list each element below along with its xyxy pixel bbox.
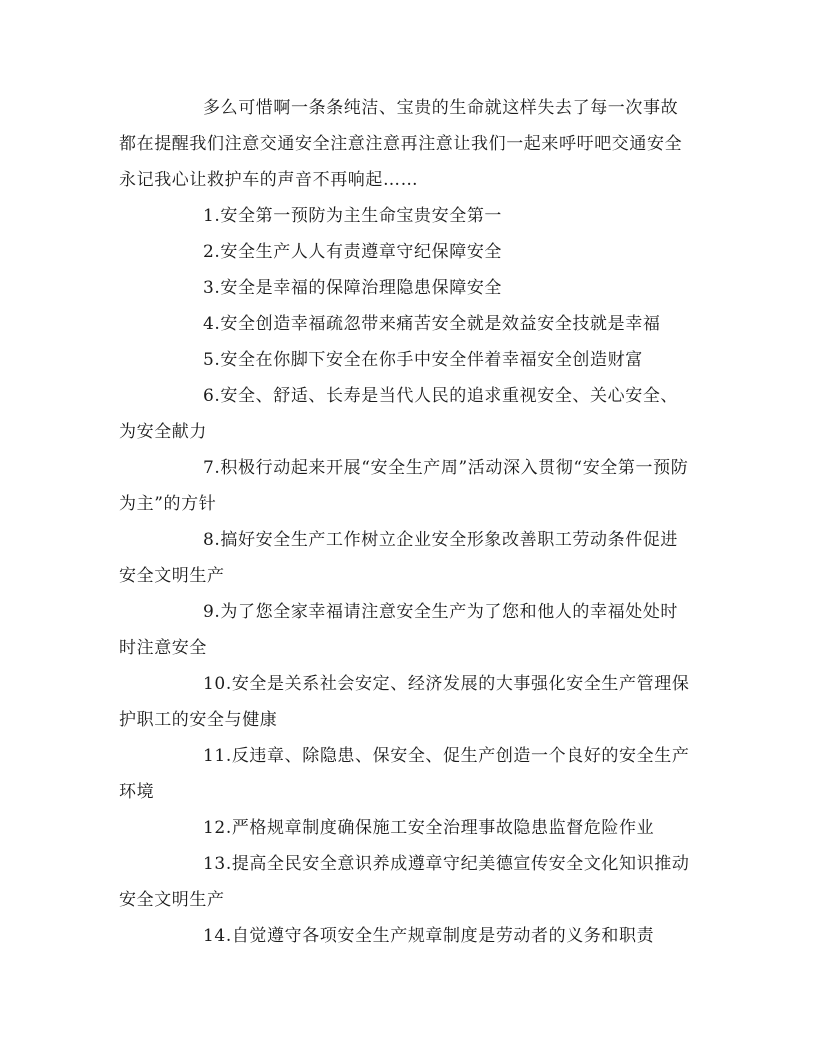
slogan-12: 12.严格规章制度确保施工安全治理事故隐患监督危险作业 [203,818,655,838]
slogan-6: 6.安全、舒适、长寿是当代人民的追求重视安全、关心安全、为安全献力 [119,386,679,442]
slogan-14: 14.自觉遵守各项安全生产规章制度是劳动者的义务和职责 [203,926,655,946]
slogan-5: 5.安全在你脚下安全在你手中安全伴着幸福安全创造财富 [203,350,643,370]
slogan-9: 9.为了您全家幸福请注意安全生产为了您和他人的幸福处处时时注意安全 [119,602,679,658]
slogan-11: 11.反违章、除隐患、保安全、促生产创造一个良好的安全生产环境 [119,746,690,802]
slogan-7: 7.积极行动起来开展“安全生产周”活动深入贯彻“安全第一预防为主”的方针 [119,458,689,514]
intro-paragraph: 多么可惜啊一条条纯洁、宝贵的生命就这样失去了每一次事故都在提醒我们注意交通安全注意注意再注意让我们一起来呼吁吧交通安全永记我心让救护车的声音不再响起…… [119,98,683,190]
slogan-13: 13.提高全民安全意识养成遵章守纪美德宣传安全文化知识推动安全文明生产 [119,854,690,910]
slogan-8: 8.搞好安全生产工作树立企业安全形象改善职工劳动条件促进安全文明生产 [119,530,679,586]
slogan-2: 2.安全生产人人有责遵章守纪保障安全 [203,242,503,262]
slogan-10: 10.安全是关系社会安定、经济发展的大事强化安全生产管理保护职工的安全与健康 [119,674,690,730]
document-body [119,90,695,954]
slogan-3: 3.安全是幸福的保障治理隐患保障安全 [203,278,503,298]
slogan-1: 1.安全第一预防为主生命宝贵安全第一 [203,206,503,226]
slogan-4: 4.安全创造幸福疏忽带来痛苦安全就是效益安全技就是幸福 [203,314,661,334]
